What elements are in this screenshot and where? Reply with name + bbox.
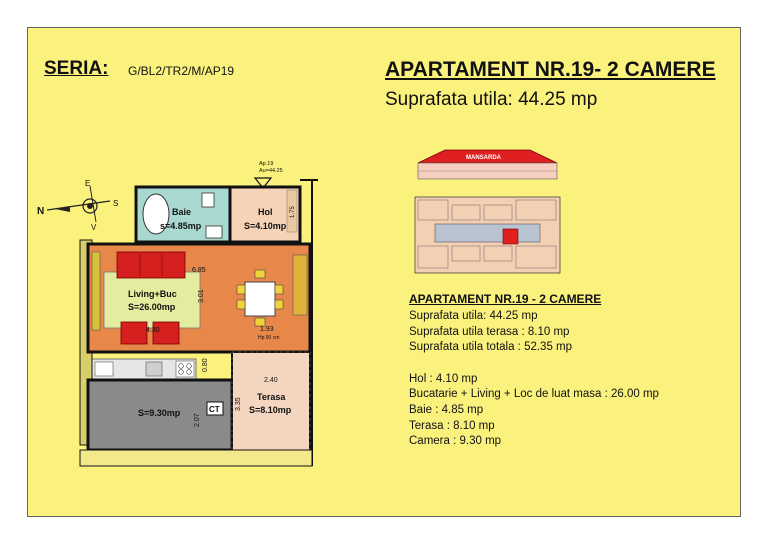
dim-301: 3.01 xyxy=(198,289,205,303)
camera-area: S=9.30mp xyxy=(138,408,181,418)
dim-080: 0.80 xyxy=(202,358,209,372)
details-heading: APARTAMENT NR.19 - 2 CAMERE xyxy=(409,292,602,306)
pillar xyxy=(293,255,307,315)
south-plinth xyxy=(80,450,312,466)
stove-icon xyxy=(176,361,194,377)
baie-area: s=4.85mp xyxy=(160,221,202,231)
entry-label: Ap.19 xyxy=(259,161,274,167)
detail-line: Baie : 4.85 mp xyxy=(409,403,484,416)
washbasin-icon xyxy=(206,226,222,238)
compass-s: S xyxy=(113,199,119,208)
chair-icon xyxy=(255,318,265,326)
living-area: S=26.00mp xyxy=(128,302,176,312)
compass-v: V xyxy=(91,223,97,232)
detail-line: Hol : 4.10 mp xyxy=(409,372,478,385)
detail-line: Bucatarie + Living + Loc de luat masa : 26.00 mp xyxy=(409,388,659,401)
detail-line: Suprafata utila: 44.25 mp xyxy=(409,310,538,322)
toilet-icon xyxy=(202,193,214,207)
armchair-icon xyxy=(121,322,147,344)
entry-area: Au=44.25 xyxy=(259,168,283,174)
sink-icon xyxy=(146,362,162,376)
baie-name: Baie xyxy=(172,207,192,217)
seria-label: SERIA: xyxy=(44,58,109,79)
seria-code: G/BL2/TR2/M/AP19 xyxy=(128,64,235,78)
fridge-icon xyxy=(95,362,113,376)
chair-icon xyxy=(255,270,265,278)
compass-e: E xyxy=(85,179,91,188)
wardrobe xyxy=(92,252,100,330)
dim-hp: Hp 90 cm xyxy=(258,335,280,341)
dim-335: 3.35 xyxy=(235,397,242,411)
chair-icon xyxy=(275,285,283,294)
dim-430: 4.30 xyxy=(146,327,160,334)
living-rug xyxy=(104,272,200,328)
terasa-area: S=8.10mp xyxy=(249,405,292,415)
chair-icon xyxy=(237,300,245,309)
detail-line: Suprafata utila terasa : 8.10 mp xyxy=(409,325,570,338)
keyplan-floor xyxy=(415,197,560,273)
dim-207: 2.07 xyxy=(194,413,201,427)
compass-n: N xyxy=(37,206,45,217)
chair-icon xyxy=(237,285,245,294)
hol-area: S=4.10mp xyxy=(244,221,287,231)
keyplan-mansarda-label: MANSARDA xyxy=(466,155,501,161)
terasa-name: Terasa xyxy=(257,392,286,402)
detail-line: Terasa : 8.10 mp xyxy=(409,419,495,432)
dim-193: 1.93 xyxy=(260,326,274,333)
detail-line: Camera : 9.30 mp xyxy=(409,435,502,448)
compass-icon xyxy=(37,179,118,232)
ct-label: CT xyxy=(209,405,220,414)
usable-area-subtitle: Suprafata utila: 44.25 mp xyxy=(385,89,598,110)
terrace-floor xyxy=(232,352,310,452)
detail-line: Suprafata utila totala : 52.35 mp xyxy=(409,341,573,354)
dim-175: 1.75 xyxy=(290,206,296,218)
dining-table-icon xyxy=(245,282,275,316)
living-name: Living+Buc xyxy=(128,289,177,299)
keyplan-highlight xyxy=(503,229,518,244)
apartment-title: APARTAMENT NR.19- 2 CAMERE xyxy=(385,58,716,81)
details-panel xyxy=(409,292,659,450)
dim-240: 2.40 xyxy=(264,377,278,384)
dim-685: 6.85 xyxy=(192,267,206,274)
keyplan-roof xyxy=(418,150,557,179)
sofa-icon xyxy=(117,252,185,278)
hol-name: Hol xyxy=(258,207,273,217)
chair-icon xyxy=(275,300,283,309)
